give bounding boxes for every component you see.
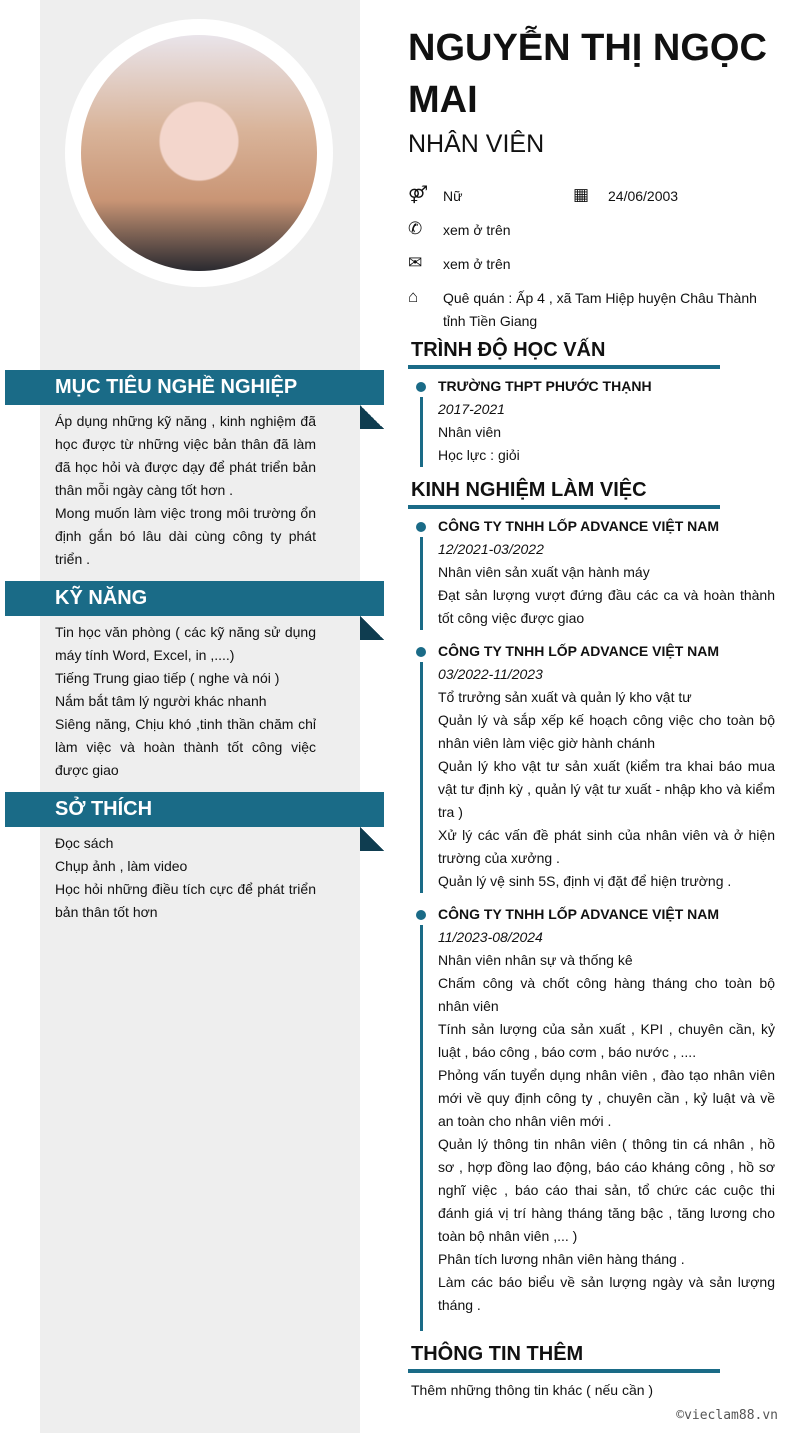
additional-text: Thêm những thông tin khác ( nếu cần ): [411, 1382, 654, 1398]
gender-row: [408, 185, 573, 208]
timeline-line: [420, 397, 423, 467]
education-heading: TRÌNH ĐỘ HỌC VẤN: [408, 337, 720, 369]
education-period: 2017-2021: [438, 401, 505, 417]
ribbon-fold: [360, 405, 384, 429]
timeline-line: [420, 925, 423, 1331]
job-item: [408, 640, 775, 893]
education-line: Nhân viên: [438, 424, 502, 440]
job-line: Quản lý và sắp xếp kế hoạch công việc cho toàn bộ nhân viên làm việc giờ hành chánh: [438, 712, 775, 751]
timeline-line: [420, 537, 423, 630]
additional-heading: THÔNG TIN THÊM: [408, 1341, 720, 1373]
company-name: CÔNG TY TNHH LỐP ADVANCE VIỆT NAM: [438, 906, 720, 922]
school-name: TRƯỜNG THPT PHƯỚC THẠNH: [438, 378, 652, 394]
ribbon-fold: [360, 827, 384, 851]
objective-paragraph: Mong muốn làm việc trong môi trường ổn định gắn bó lâu dài cùng công ty phát triển .: [55, 505, 316, 567]
calendar-icon: ▦: [573, 185, 590, 204]
job-line: Làm các báo biểu về sản lượng ngày và sản lượng tháng .: [438, 1274, 775, 1313]
job-line: Tính sản lượng của sản xuất , KPI , chuyên cần, kỷ luật , báo công , báo cơm , báo nước , ....: [438, 1021, 775, 1060]
job-line: Nhân viên nhân sự và thống kê: [438, 952, 633, 968]
candidate-role: NHÂN VIÊN: [408, 130, 545, 158]
home-icon: ⌂: [408, 287, 419, 306]
timeline-spacer: [438, 1317, 775, 1331]
address-value: Quê quán : Ấp 4 , xã Tam Hiệp huyện Châu Thành tỉnh Tiền Giang: [443, 290, 757, 329]
timeline-dot: [416, 382, 426, 392]
hobbies-section: [5, 792, 384, 924]
sidebar-content: [5, 370, 384, 934]
timeline-dot: [416, 910, 426, 920]
objective-paragraph: Áp dụng những kỹ năng , kinh nghiệm đã học được từ những việc bản thân đã làm đã học hỏi và được dạy để phát triển bản thân mỗi ngày càng tốt hơn .: [55, 413, 316, 498]
profile-photo: [81, 35, 317, 271]
objective-text: [55, 405, 316, 571]
hobby-item: Đọc sách: [55, 835, 114, 851]
job-line: Phân tích lương nhân viên hàng tháng .: [438, 1251, 685, 1267]
objective-heading: MỤC TIÊU NGHỀ NGHIỆP: [5, 370, 384, 405]
timeline-dot: [416, 647, 426, 657]
skill-item: Tiếng Trung giao tiếp ( nghe và nói ): [55, 670, 280, 686]
gender-value: Nữ: [443, 188, 463, 204]
envelope-icon: ✉: [408, 253, 423, 272]
job-line: Quản lý vệ sinh 5S, định vị đặt để hiện trường .: [438, 873, 732, 889]
address-row: [408, 287, 780, 333]
job-line: Quản lý thông tin nhân viên ( thông tin cá nhân , hồ sơ , hợp đồng lao động, báo cáo kháng công , hồ sơ nghĩ việc , báo cáo thai sản, tổ chức các cuộc thi đánh giá vị trí hàng tháng tăng bậc , tăng lương cho toàn bộ nhân viên ,... ): [438, 1136, 775, 1244]
skill-item: Siêng năng, Chịu khó ,tinh thần chăm chỉ làm việc và hoàn thành tốt công việc được giao: [55, 716, 316, 778]
job-period: 12/2021-03/2022: [438, 541, 544, 557]
job-line: Xử lý các vấn đề phát sinh của nhân viên và ở hiện trường của xưởng .: [438, 827, 775, 866]
main-content: [408, 22, 780, 1423]
hobby-item: Học hỏi những điều tích cực để phát triển bản thân tốt hơn: [55, 881, 316, 920]
job-line: Chấm công và chốt công hàng tháng cho toàn bộ nhân viên: [438, 975, 775, 1014]
hobby-item: Chụp ảnh , làm video: [55, 858, 188, 874]
job-period: 03/2022-11/2023: [438, 666, 543, 682]
phone-value: xem ở trên: [443, 222, 511, 238]
job-item: [408, 903, 775, 1331]
contact-row: [408, 185, 780, 208]
job-line: Đạt sản lượng vượt đứng đầu các ca và hoàn thành tốt công việc được giao: [438, 587, 775, 626]
hobbies-list: [55, 827, 316, 924]
timeline-dot: [416, 522, 426, 532]
experience-heading: KINH NGHIỆM LÀM VIỆC: [408, 477, 720, 509]
skill-item: Tin học văn phòng ( các kỹ năng sử dụng máy tính Word, Excel, in ,....): [55, 624, 316, 663]
company-name: CÔNG TY TNHH LỐP ADVANCE VIỆT NAM: [438, 643, 720, 659]
company-name: CÔNG TY TNHH LỐP ADVANCE VIỆT NAM: [438, 518, 720, 534]
education-item: [408, 375, 775, 467]
job-line: Nhân viên sản xuất vận hành máy: [438, 564, 650, 580]
email-row: [408, 253, 780, 276]
phone-icon: ✆: [408, 219, 423, 238]
objective-section: [5, 370, 384, 571]
education-line: Học lực : giỏi: [438, 447, 520, 463]
gender-icon: ⚤: [408, 185, 428, 204]
email-value: xem ở trên: [443, 256, 511, 272]
job-line: Tổ trưởng sản xuất và quản lý kho vật tư: [438, 689, 692, 705]
phone-row: [408, 219, 780, 242]
timeline-line: [420, 662, 423, 893]
skill-item: Nắm bắt tâm lý người khác nhanh: [55, 693, 267, 709]
skills-list: [55, 616, 316, 782]
job-period: 11/2023-08/2024: [438, 929, 543, 945]
job-line: Phỏng vấn tuyển dụng nhân viên , đào tạo nhân viên mới về quy định công ty , chuyên cần , kỷ luật và về an toàn cho nhân viên mới .: [438, 1067, 775, 1129]
watermark: ©vieclam88.vn: [676, 1408, 778, 1423]
candidate-name: NGUYỄN THỊ NGỌC MAI: [408, 27, 767, 121]
job-item: [408, 515, 775, 630]
birthdate-row: [573, 185, 678, 208]
hobbies-heading: SỞ THÍCH: [5, 792, 384, 827]
ribbon-fold: [360, 616, 384, 640]
skills-heading: KỸ NĂNG: [5, 581, 384, 616]
job-line: Quản lý kho vật tư sản xuất (kiểm tra khai báo mua vật tư định kỳ , quản lý vật tư xuất - nhập kho và kiểm tra ): [438, 758, 775, 820]
avatar: [65, 19, 333, 287]
skills-section: [5, 581, 384, 782]
birthdate-value: 24/06/2003: [608, 188, 679, 204]
